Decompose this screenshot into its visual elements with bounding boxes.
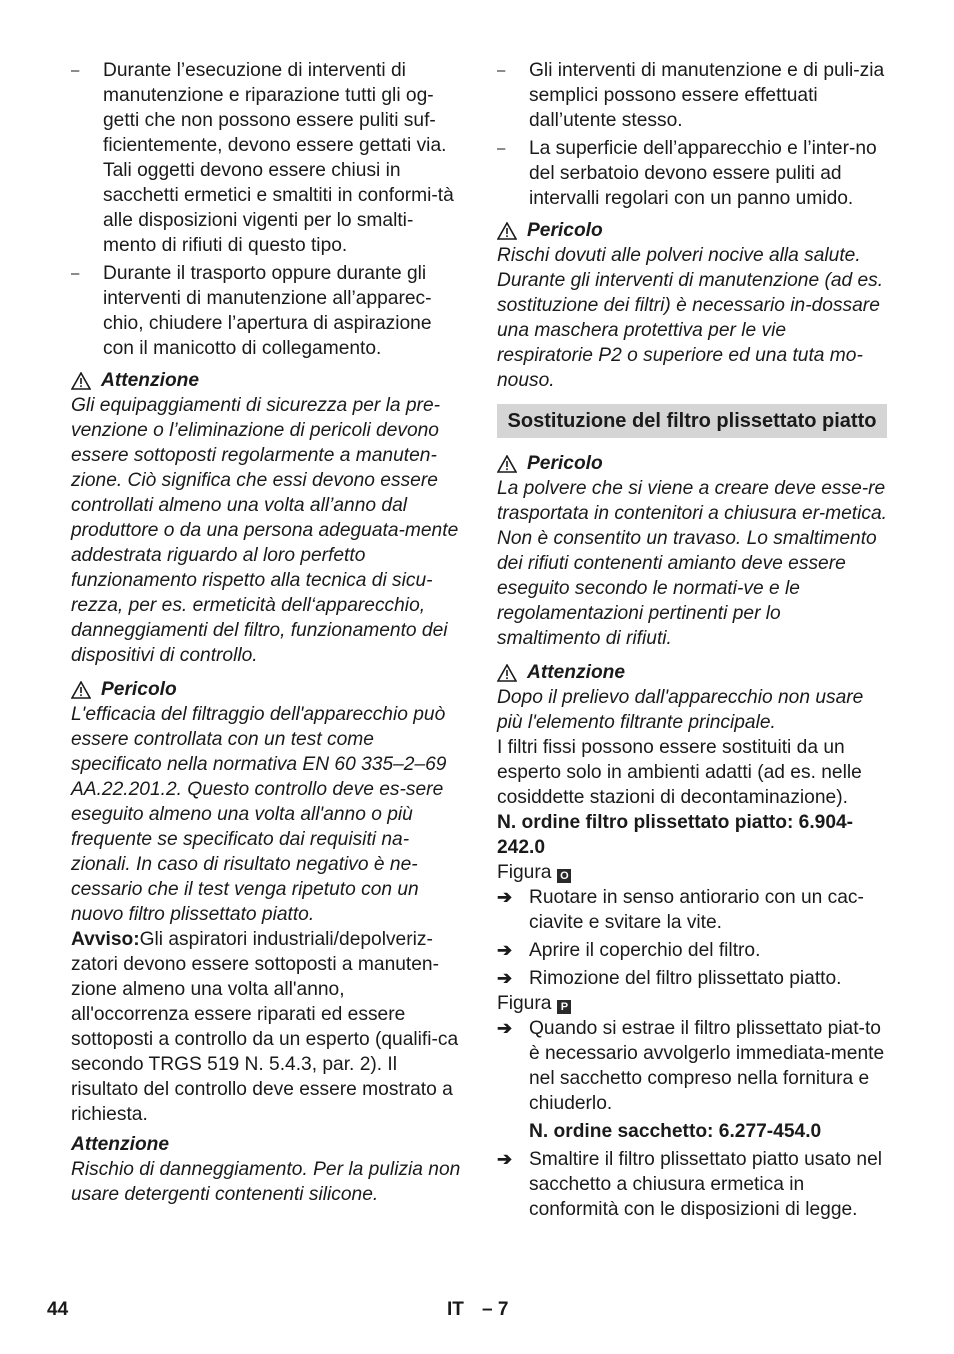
warning-triangle-icon: [71, 372, 91, 390]
dash-bullet: –: [497, 140, 506, 157]
step-item: ➔ Smaltire il filtro plissettato piatto usato nel sacchetto a chiusura ermetica in conformità con le disposizioni di legge.: [497, 1149, 883, 1220]
list-item-text: Gli interventi di manutenzione e di puli-zia semplici possono essere effettuati dall’utente stesso.: [529, 60, 885, 131]
arrow-icon: ➔: [497, 1149, 513, 1169]
figure-reference-o: Figura O: [497, 860, 887, 885]
attenzione-text: Rischio di danneggiamento. Per la pulizia non usare detergenti contenenti silicone.: [71, 1159, 461, 1205]
pericolo-heading: Pericolo: [497, 218, 887, 243]
figure-badge-icon: P: [557, 1000, 571, 1014]
figure-reference-p: Figura P: [497, 991, 887, 1016]
figure-badge-icon: O: [557, 869, 571, 883]
attenzione-text: Dopo il prelievo dall'apparecchio non usare più l'elemento filtrante principale.: [497, 687, 864, 733]
step-item: ➔ Aprire il coperchio del filtro.: [497, 940, 761, 961]
order-number-filter: N. ordine filtro plissettato piatto: 6.904-242.0: [497, 812, 854, 858]
attenzione-text: Gli equipaggiamenti di sicurezza per la pre-venzione o l’eliminazione di pericoli devono essere sottoposti regolarmente a manuten-zione. Ciò significa che essi devono essere controllati almeno una volta all’anno dal produttore o da una persona adeguata-mente addestrata riguardo al loro perfetto funzionamento rispetto alla tecnica di sicu-rezza, per es. ermeticità dell‘apparecchio, danneggiamenti del filtro, funzionamento dei dispositivi di controllo.: [71, 395, 459, 666]
list-item-text: Durante l’esecuzione di interventi di manutenzione e riparazione tutti gli og-getti che non possono essere puliti suf-ficientemente, devono essere gettati via. Tali oggetti devono essere chiusi in sacchetti ermetici e smaltiti in conformi-tà alle disposizioni vigenti per lo smalti-mento di rifiuti di questo tipo.: [103, 60, 454, 256]
list-item: [71, 58, 463, 258]
footer-section-page: – 7: [482, 1299, 509, 1320]
left-column: [71, 58, 463, 1207]
step-item: ➔ Quando si estrae il filtro plissettato piat-to è necessario avvolgerlo immediata-mente nel sacchetto compreso nella fornitura e chiuderlo.: [497, 1018, 885, 1114]
list-item-text: Durante il trasporto oppure durante gli interventi di manutenzione all’apparec-chio, chiudere l’apertura di aspirazione con il manicotto di collegamento.: [103, 263, 432, 359]
list-item: [497, 136, 887, 211]
footer-language: IT: [447, 1299, 464, 1320]
avviso-label: Avviso:: [71, 929, 140, 950]
pericolo-heading: Pericolo: [71, 677, 463, 702]
pericolo-text: La polvere che si viene a creare deve esse-re trasportata in contenitori a chiusura er-metica. Non è consentito un travaso. Lo smaltimento dei rifiuti contenenti amianto deve essere eseguito secondo le normati-ve e le regolamentazioni pertinenti per lo smaltimento di rifiuti.: [497, 478, 887, 649]
avviso-text: Gli aspiratori industriali/depolveriz-zatori devono essere sottoposti a manuten-zione almeno una volta all'anno, all'occorrenza essere riparati ed essere sottoposti a controllo da un esperto (qualifi-ca secondo TRGS 519 N. 5.4.3, par. 2). Il risultato del controllo deve essere mostrato a richiesta.: [71, 929, 459, 1125]
dash-bullet: –: [497, 62, 506, 79]
pericolo-text: L'efficacia del filtraggio dell'apparecchio può essere controllata con un test come specificato nella normativa EN 60 335–2–69 AA.22.201.2. Questo controllo deve es-sere eseguito almeno una volta all'anno o più frequente se specificato dai requisiti na-zionali. In caso di risultato negativo è ne-cessario che il test venga ripetuto con un nuovo filtro plissettato piatto.: [71, 704, 447, 925]
attenzione-heading: Attenzione: [497, 660, 887, 685]
step-item: ➔ Rimozione del filtro plissettato piatto.: [497, 968, 842, 989]
pericolo-heading: Pericolo: [497, 451, 887, 476]
warning-triangle-icon: [497, 664, 517, 682]
pericolo-text: Rischi dovuti alle polveri nocive alla salute. Durante gli interventi di manutenzione (ad es. sostituzione dei filtri) è necessario in-dossare una maschera protettiva per le vie respiratorie P2 o superiore ed una tuta mo-nouso.: [497, 245, 884, 391]
section-heading: Sostituzione del filtro plissettato piatto: [497, 404, 887, 438]
step-item: ➔ Ruotare in senso antiorario con un cac-ciavite e svitare la vite.: [497, 887, 864, 933]
warning-triangle-icon: [497, 222, 517, 240]
dash-bullet: –: [71, 265, 80, 282]
arrow-icon: ➔: [497, 968, 513, 988]
attenzione-heading-plain: Attenzione: [71, 1134, 170, 1155]
list-item: [497, 58, 887, 133]
avviso-paragraph: [71, 927, 463, 1127]
arrow-icon: ➔: [497, 940, 513, 960]
right-column: [497, 58, 887, 1222]
page-number: 44: [47, 1299, 69, 1320]
dash-bullet: –: [71, 62, 80, 79]
arrow-icon: ➔: [497, 1018, 513, 1038]
body-text: I filtri fissi possono essere sostituiti da un esperto solo in ambienti adatti (ad es. nelle cosiddette stazioni di decontaminazione).: [497, 737, 862, 808]
arrow-icon: ➔: [497, 887, 513, 907]
order-number-bag: N. ordine sacchetto: 6.277-454.0: [529, 1121, 822, 1142]
warning-triangle-icon: [71, 681, 91, 699]
attenzione-heading: Attenzione: [71, 368, 463, 393]
list-item-text: La superficie dell’apparecchio e l’inter-no del serbatoio devono essere puliti ad intervalli regolari con un panno umido.: [529, 138, 877, 209]
warning-triangle-icon: [497, 455, 517, 473]
list-item: [71, 261, 463, 361]
